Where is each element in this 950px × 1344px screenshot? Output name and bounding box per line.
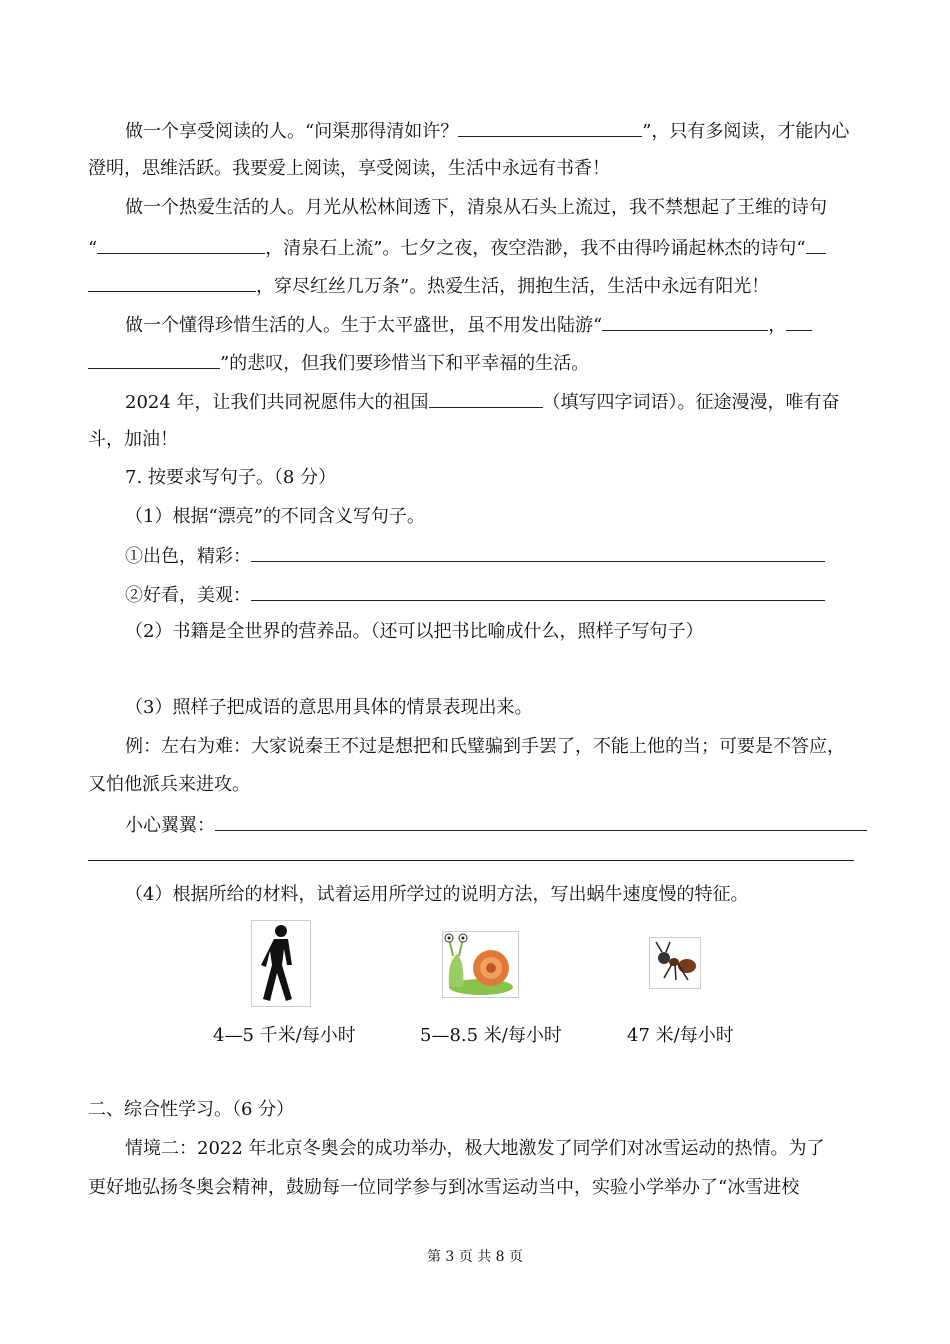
- text-segment: ，清泉石上流”。七夕之夜，夜空浩渺，我不由得吟诵起林杰的诗句“: [265, 238, 806, 259]
- answer-blank[interactable]: [602, 312, 768, 331]
- text-segment: 做一个享受阅读的人。“问渠那得清如许？: [125, 121, 459, 142]
- answer-blank[interactable]: [88, 350, 220, 369]
- answer-blank[interactable]: [97, 235, 265, 254]
- text-segment: ，: [768, 315, 787, 336]
- para-reading-line2: 澄明，思维活跃。我要爱上阅读，享受阅读，生活中永远有书香！: [88, 158, 610, 179]
- section2-title: 二、综合性学习。（6 分）: [88, 1099, 295, 1120]
- q7-idiom-line: [125, 812, 867, 836]
- page-footer: 第 3 页 共 8 页: [426, 1249, 524, 1265]
- para-reading-line1: [125, 118, 849, 142]
- text-segment: ”的悲叹，但我们要珍惜当下和平幸福的生活。: [220, 353, 590, 374]
- ant-icon: [649, 937, 701, 989]
- text-segment: 2024 年，让我们共同祝愿伟大的祖国: [125, 392, 429, 413]
- para-cherish-line2: [88, 350, 589, 374]
- q7-sub1-a: [125, 543, 825, 567]
- answer-blank[interactable]: [458, 118, 642, 137]
- answer-blank[interactable]: [251, 543, 825, 562]
- q7-example-line1: 例：左右为难：大家说秦王不过是想把和氏璧骗到手罢了，不能上他的当；可要是不答应，: [125, 736, 845, 757]
- section2-line2: 更好地弘扬冬奥会精神，鼓励每一位同学参与到冰雪运动当中，实验小学举办了“冰雪进校: [88, 1177, 800, 1198]
- text-segment: “: [88, 238, 98, 259]
- answer-line[interactable]: [88, 860, 854, 861]
- figure-caption-ant: 47 米/每小时: [627, 1025, 734, 1046]
- q7-sub1-b: [125, 582, 825, 606]
- answer-blank[interactable]: [251, 582, 825, 601]
- para-cherish-line1: [125, 312, 812, 336]
- text-segment: ①出色，精彩：: [125, 546, 251, 567]
- snail-icon: [442, 931, 519, 998]
- answer-blank[interactable]: [429, 389, 543, 408]
- section2-line1: 情境二：2022 年北京冬奥会的成功举办，极大地激发了同学们对冰雪运动的热情。为了: [125, 1138, 825, 1159]
- q7-sub1: （1）根据“漂亮”的不同含义写句子。: [125, 506, 425, 527]
- text-segment: （填写四字词语）。征途漫漫，唯有奋: [542, 392, 840, 413]
- para-2024-line2: 斗，加油！: [88, 429, 178, 450]
- para-life-line1: 做一个热爱生活的人。月光从松林间透下，清泉从石头上流过，我不禁想起了王维的诗句: [125, 197, 827, 218]
- q7-sub2: （2）书籍是全世界的营养品。（还可以把书比喻成什么，照样子写句子）: [125, 621, 704, 642]
- q7-sub4: （4）根据所给的材料，试着运用所学过的说明方法，写出蜗牛速度慢的特征。: [125, 884, 749, 905]
- text-segment: 小心翼翼：: [125, 815, 215, 836]
- para-2024-line1: [125, 389, 840, 413]
- figure-caption-person: 4—5 千米/每小时: [213, 1025, 356, 1046]
- text-segment: ，穿尽红丝几万条”。热爱生活，拥抱生活，生活中永远有阳光！: [256, 276, 770, 297]
- snail-graphic: [443, 932, 518, 997]
- q7-title: 7. 按要求写句子。（8 分）: [125, 467, 337, 488]
- para-life-line3: [88, 273, 769, 297]
- walking-person-icon: [251, 920, 311, 1007]
- text-segment: 做一个懂得珍惜生活的人。生于太平盛世，虽不用发出陆游“: [125, 315, 603, 336]
- para-life-line2: [88, 235, 826, 259]
- figure-caption-snail: 5—8.5 米/每小时: [420, 1025, 562, 1046]
- text-segment: ”，只有多阅读，才能内心: [642, 121, 850, 142]
- q7-example-line2: 又怕他派兵来进攻。: [88, 774, 250, 795]
- answer-blank[interactable]: [88, 273, 256, 292]
- answer-blank[interactable]: [215, 812, 867, 831]
- answer-blank[interactable]: [806, 235, 826, 254]
- walking-person-graphic: [252, 921, 310, 1006]
- answer-blank[interactable]: [786, 312, 812, 331]
- ant-graphic: [650, 938, 700, 988]
- text-segment: ②好看，美观：: [125, 585, 251, 606]
- q7-sub3: （3）照样子把成语的意思用具体的情景表现出来。: [125, 697, 533, 718]
